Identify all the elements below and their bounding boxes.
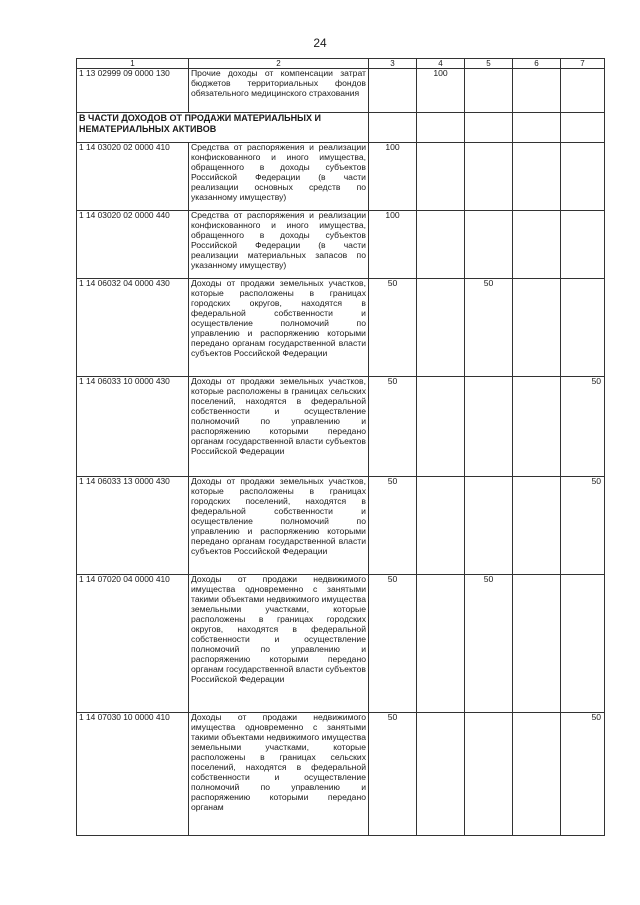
value-cell: [369, 69, 417, 113]
value-cell: 50: [561, 377, 605, 477]
value-cell: [561, 279, 605, 377]
table-row: [77, 713, 605, 836]
value-cell: [417, 377, 465, 477]
value-cell: [513, 477, 561, 575]
section-row: [77, 113, 605, 143]
column-header: 6: [513, 59, 561, 69]
value-cell: [513, 575, 561, 713]
value-cell: [417, 575, 465, 713]
value-cell: 50: [369, 575, 417, 713]
value-cell: 100: [369, 211, 417, 279]
value-cell: 50: [369, 477, 417, 575]
value-cell: [465, 69, 513, 113]
table-row: [77, 377, 605, 477]
table-row: [77, 279, 605, 377]
income-description-cell: Доходы от продажи недвижимого имущества одновременно с занятыми такими объектами недвижимого имущества земельными участками, которые расположены в границах сельских поселений, находятся в федеральной собственности и осуществление полномочий по управлению и распоряжению которыми передано органам: [189, 713, 369, 836]
table-row: [77, 143, 605, 211]
section-heading: В ЧАСТИ ДОХОДОВ ОТ ПРОДАЖИ МАТЕРИАЛЬНЫХ И НЕМАТЕРИАЛЬНЫХ АКТИВОВ: [77, 113, 369, 143]
value-cell: [513, 143, 561, 211]
value-cell: [417, 211, 465, 279]
value-cell: 50: [369, 279, 417, 377]
column-number-row: [77, 59, 605, 69]
value-cell: 50: [369, 713, 417, 836]
value-cell: [417, 279, 465, 377]
table-row: [77, 575, 605, 713]
value-cell: [417, 713, 465, 836]
value-cell: [417, 477, 465, 575]
value-cell: [513, 279, 561, 377]
value-cell: 50: [465, 279, 513, 377]
budget-code-cell: 1 14 07030 10 0000 410: [77, 713, 189, 836]
table-row: [77, 477, 605, 575]
value-cell: [561, 69, 605, 113]
budget-code-cell: 1 14 07020 04 0000 410: [77, 575, 189, 713]
column-header: 5: [465, 59, 513, 69]
value-cell: 50: [369, 377, 417, 477]
budget-code-cell: 1 14 03020 02 0000 440: [77, 211, 189, 279]
income-description-cell: Средства от распоряжения и реализации конфискованного и иного имущества, обращенного в доходы субъектов Российской Федерации (в части реализации материальных запасов по указанному имуществу): [189, 211, 369, 279]
value-cell: [513, 713, 561, 836]
value-cell: [465, 211, 513, 279]
column-header: 7: [561, 59, 605, 69]
income-description-cell: Прочие доходы от компенсации затрат бюджетов территориальных фондов обязательного медицинского страхования: [189, 69, 369, 113]
value-cell: 100: [369, 143, 417, 211]
value-cell: [465, 377, 513, 477]
column-header: 3: [369, 59, 417, 69]
value-cell: [561, 211, 605, 279]
value-cell: 50: [465, 575, 513, 713]
value-cell: [561, 575, 605, 713]
budget-code-cell: 1 14 06033 10 0000 430: [77, 377, 189, 477]
column-header: 4: [417, 59, 465, 69]
budget-code-cell: 1 14 06033 13 0000 430: [77, 477, 189, 575]
income-description-cell: Доходы от продажи земельных участков, которые расположены в границах городских поселений, находятся в федеральной собственности и осуществление полномочий по управлению и распоряжению которыми передано органам государственной власти субъектов Российской Федерации: [189, 477, 369, 575]
table-row: [77, 211, 605, 279]
income-description-cell: Доходы от продажи земельных участков, которые расположены в границах сельских поселений, находятся в федеральной собственности и осуществление полномочий по управлению и распоряжению которыми передано органам государственной власти субъектов Российской Федерации: [189, 377, 369, 477]
value-cell: [465, 477, 513, 575]
income-description-cell: Доходы от продажи недвижимого имущества одновременно с занятыми такими объектами недвижимого имущества земельными участками, которые расположены в границах городских округов, находятся в федеральной собственности и осуществление полномочий по управлению и распоряжению которыми передано органам государственной власти субъектов Российской Федерации: [189, 575, 369, 713]
page-number: 24: [313, 36, 327, 50]
budget-code-cell: 1 13 02999 09 0000 130: [77, 69, 189, 113]
column-header: 2: [189, 59, 369, 69]
value-cell: [465, 143, 513, 211]
value-cell: [417, 143, 465, 211]
value-cell: [513, 377, 561, 477]
value-cell: [465, 713, 513, 836]
table-row: [77, 69, 605, 113]
value-cell: [561, 143, 605, 211]
value-cell: 50: [561, 713, 605, 836]
value-cell: [513, 211, 561, 279]
value-cell: 100: [417, 69, 465, 113]
budget-code-cell: 1 14 03020 02 0000 410: [77, 143, 189, 211]
income-description-cell: Средства от распоряжения и реализации конфискованного и иного имущества, обращенного в доходы субъектов Российской Федерации (в части реализации основных средств по указанному имуществу): [189, 143, 369, 211]
value-cell: 50: [561, 477, 605, 575]
income-description-cell: Доходы от продажи земельных участков, которые расположены в границах городских округов, находятся в федеральной собственности и осуществление полномочий по управлению и распоряжению которыми передано органам государственной власти субъектов Российской Федерации: [189, 279, 369, 377]
budget-code-cell: 1 14 06032 04 0000 430: [77, 279, 189, 377]
value-cell: [513, 69, 561, 113]
income-classification-table: [76, 58, 605, 836]
column-header: 1: [77, 59, 189, 69]
